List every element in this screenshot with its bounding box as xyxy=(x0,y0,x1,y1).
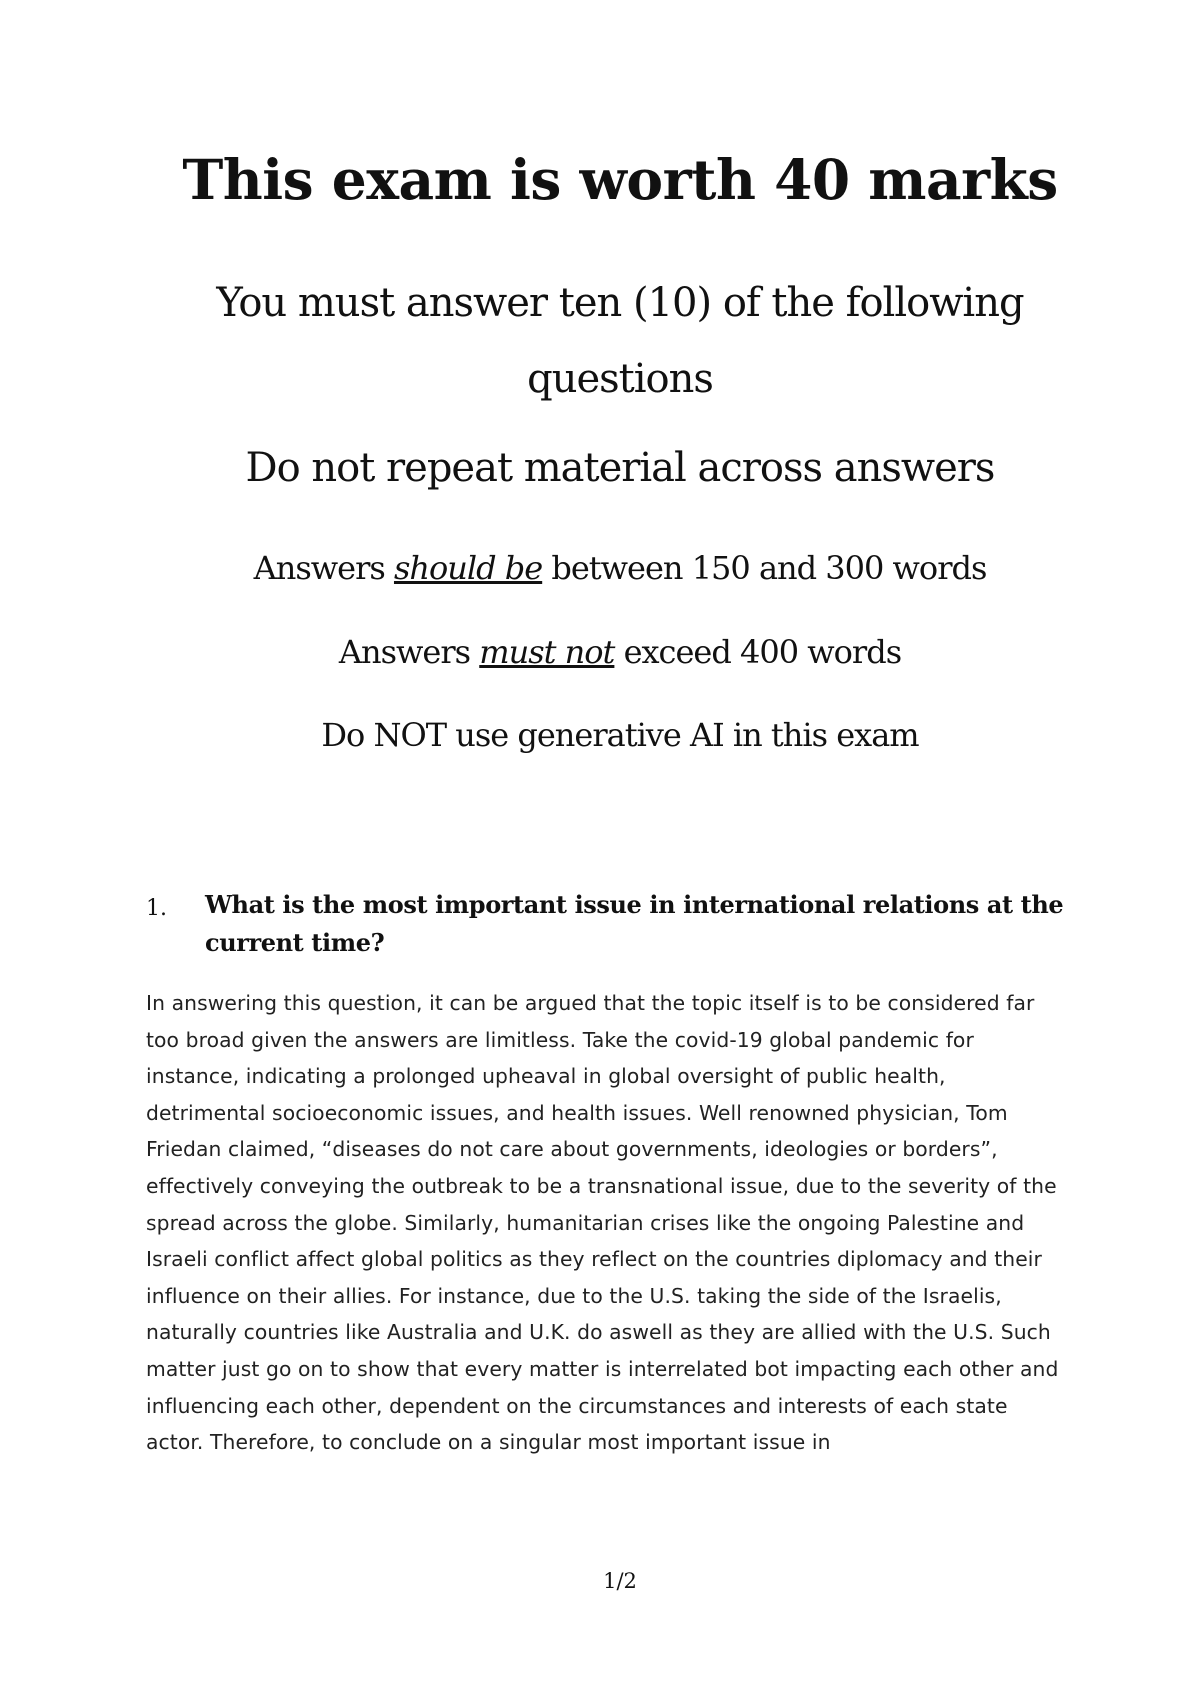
instruction-word-limit-pre: Answers xyxy=(338,633,480,671)
page-title: This exam is worth 40 marks xyxy=(182,147,1058,212)
instruction-answer-ten: You must answer ten (10) of the following questions xyxy=(216,280,1024,402)
instruction-word-range-pre: Answers xyxy=(253,549,394,587)
answer-paragraph: In answering this question, it can be argued that the topic itself is to be considered far too broad given the answers are limitless. Take the covid-19 global pandemic for instance, indicating a prolonged upheaval in global oversight of public health, detrimental socioeconomic issues, and health issues. Well renowned physician, Tom Friedan claimed, “diseases do not care about governments, ideologies or borders”, effectively conveying the outbreak to be a transnational issue, due to the severity of the spread across the globe. Similarly, humanitarian crises like the ongoing Palestine and Israeli conflict affect global politics as they reflect on the countries diplomacy and their influence on their allies. For instance, due to the U.S. taking the side of the Israelis, naturally countries like Australia and U.K. do aswell as they are allied with the U.S. Such matter just go on to show that every matter is interrelated bot impacting each other and influencing each other, dependent on the circumstances and interests of each state actor. Therefore, to conclude on a singular most important issue in xyxy=(146,991,1059,1455)
instruction-word-range-emphasis: should be xyxy=(393,549,543,587)
instruction-word-limit-post: exceed 400 words xyxy=(614,633,902,671)
instruction-no-ai: Do NOT use generative AI in this exam xyxy=(321,716,919,754)
question-text: What is the most important issue in international relations at the current time? xyxy=(205,890,1064,957)
instruction-word-range-post: between 150 and 300 words xyxy=(542,549,987,587)
instruction-word-limit xyxy=(190,630,1050,674)
instruction-word-limit-emphasis: must not xyxy=(479,633,615,671)
instruction-word-range xyxy=(190,546,1050,590)
instruction-no-repeat: Do not repeat material across answers xyxy=(245,445,995,491)
page-number: 1/2 xyxy=(603,1569,637,1593)
question-number: 1. xyxy=(146,896,167,921)
